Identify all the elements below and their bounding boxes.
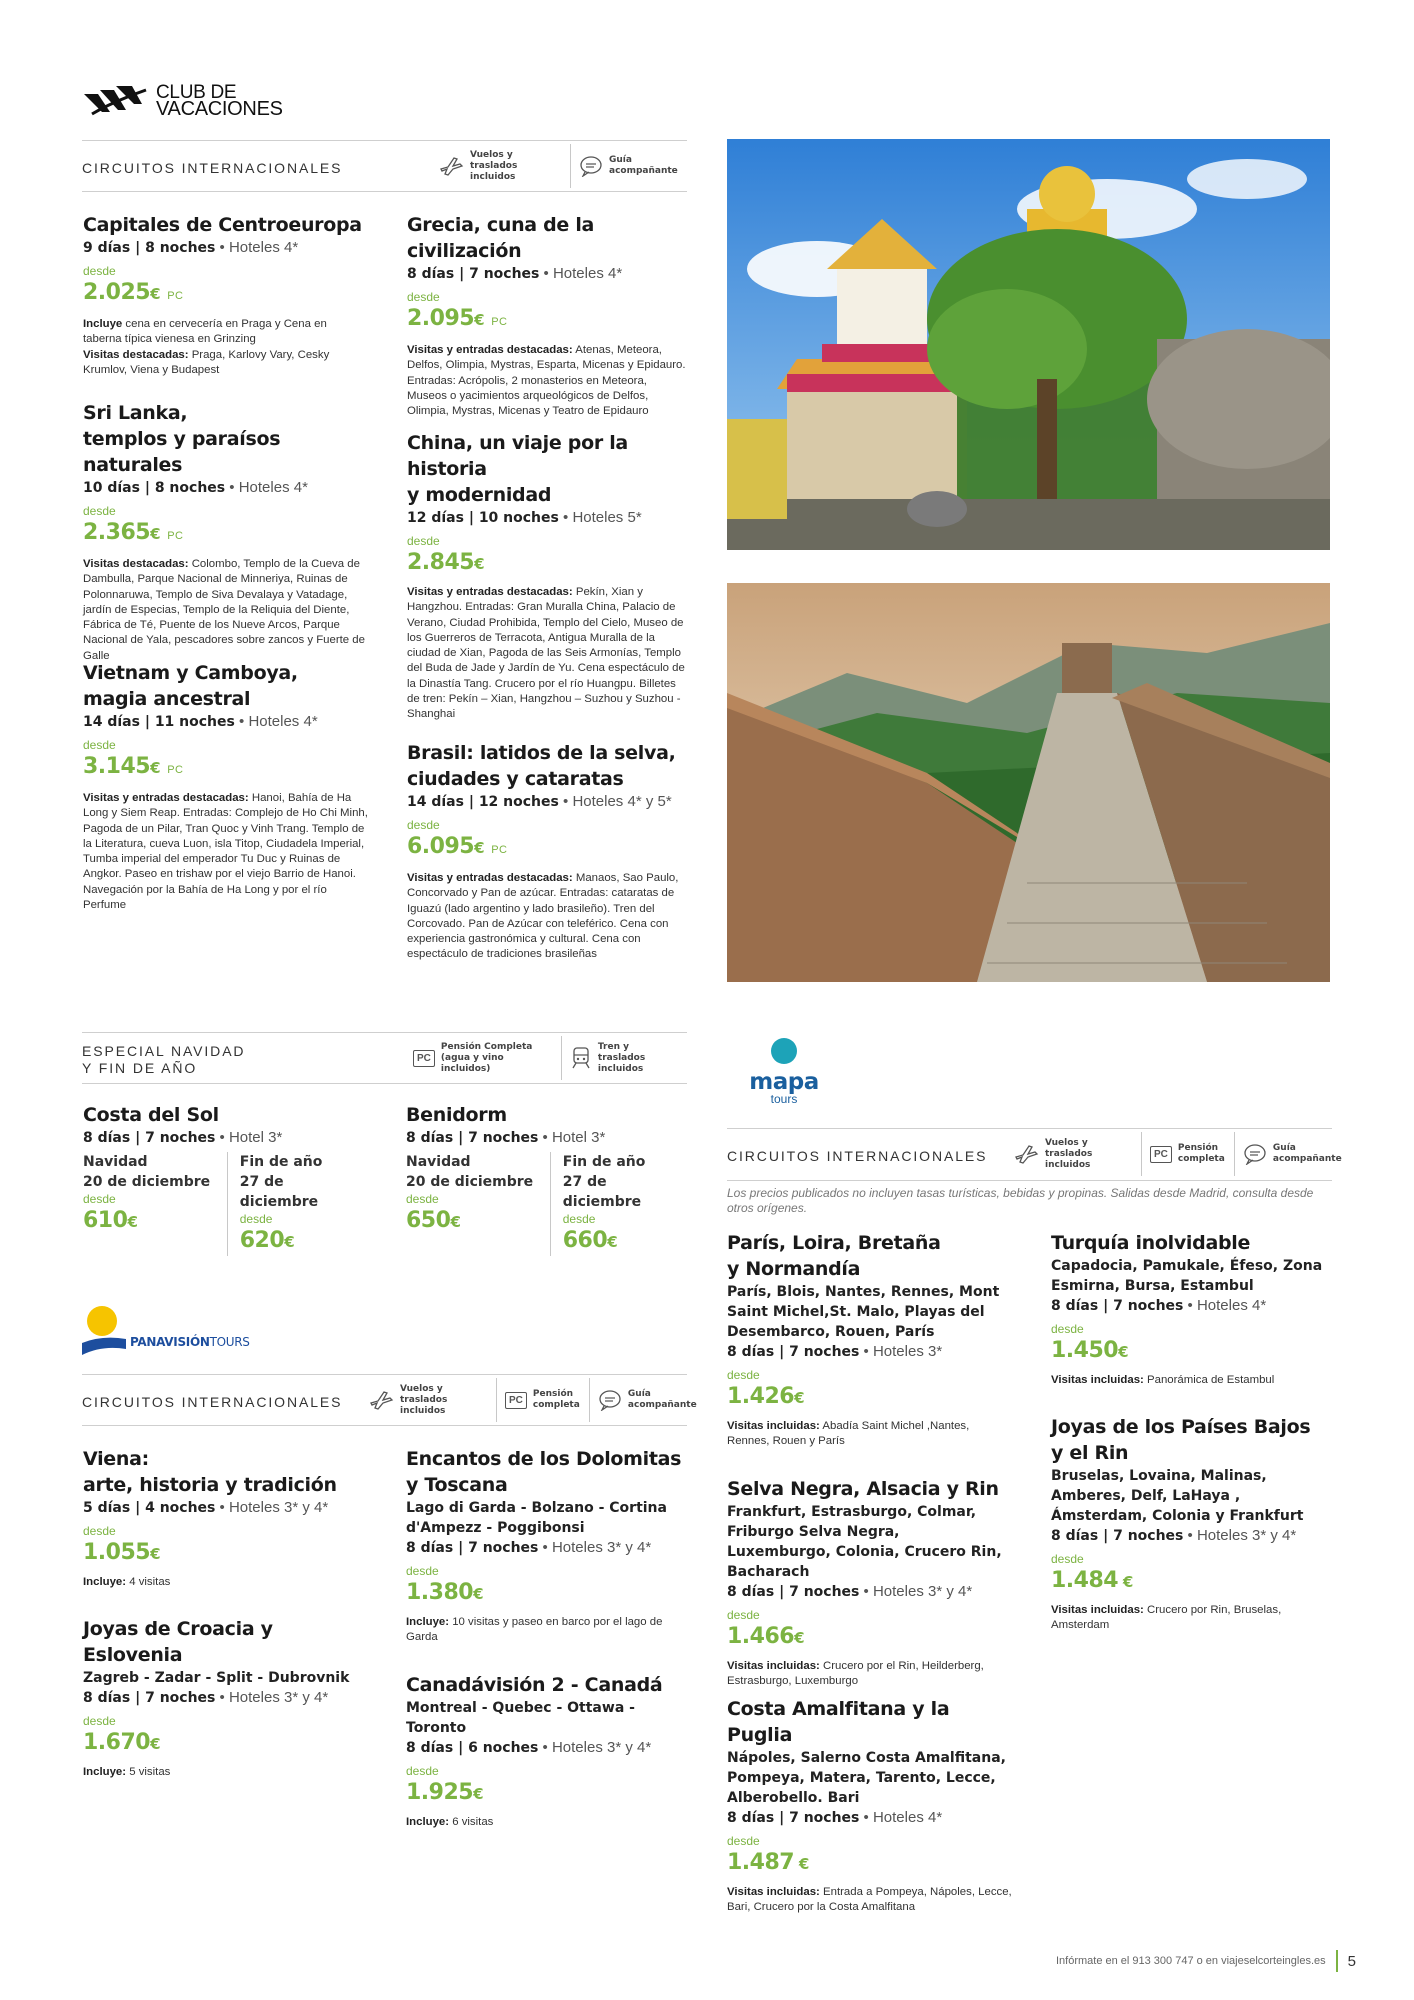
trip-price: 1.925€	[406, 1780, 484, 1805]
trip-price: 1.450€	[1051, 1338, 1129, 1363]
airplane-icon	[438, 155, 464, 177]
flights-badge: Vuelos y traslados incluidos	[360, 1378, 496, 1422]
club-logo-icon	[82, 84, 148, 118]
trip-card	[727, 1230, 1007, 1450]
trip-description: Visitas y entradas destacadas: Manaos, Sao Paulo, Concorvado y Pan de azúcar. Entradas: cataratas de Iguazú (lado argentino y lado brasileño). Tren del Corcovado. Pan de Azúcar con teleférico. Cena con experiencia gastronómica y cultural. Cena con espectáculo de tradiciones brasileñas	[407, 872, 679, 961]
speech-bubble-icon	[1243, 1143, 1267, 1165]
footer	[1056, 1950, 1356, 1972]
fin-de-ano-col: Fin de año 27 de diciembre desde 660€	[550, 1152, 696, 1256]
trip-price: 1.466€	[727, 1624, 805, 1649]
speech-bubble-icon	[579, 155, 603, 177]
page-number: 5	[1347, 1952, 1356, 1970]
desde-label: desde	[727, 1608, 760, 1622]
desde-label: desde	[83, 1524, 116, 1538]
desde-label: desde	[407, 534, 440, 548]
trip-title: China, un viaje por la historia	[407, 432, 628, 480]
trip-price: 2.095€ PC	[407, 306, 508, 331]
trip-price: 650€	[406, 1208, 461, 1233]
footer-separator	[1336, 1950, 1338, 1972]
trip-route: Nápoles, Salerno Costa Amalfitana, Pompeya, Matera, Tarento, Lecce, Alberobello. Bari	[727, 1750, 1006, 1806]
trip-duration: 12 días | 10 noches • Hoteles 5*	[407, 509, 642, 526]
airplane-icon	[1013, 1143, 1039, 1165]
trip-card	[83, 400, 368, 664]
divider	[82, 191, 687, 192]
trip-title: Joyas de los Países Bajos	[1051, 1416, 1311, 1438]
mapa-logo-icon	[769, 1036, 799, 1066]
trip-price: 2.365€ PC	[83, 520, 184, 545]
trip-route: París, Blois, Nantes, Rennes, Mont Saint Michel,St. Malo, Playas del Desembarco, Rouen, París	[727, 1284, 1000, 1340]
trip-title: París, Loira, Bretaña	[727, 1232, 941, 1254]
trip-title-line2: y Toscana	[406, 1474, 508, 1496]
desde-label: desde	[83, 264, 116, 278]
trip-description: Visitas incluidas: Abadía Saint Michel ,Nantes, Rennes, Rouen y París	[727, 1420, 970, 1448]
desde-label: desde	[407, 290, 440, 304]
trip-title-line2: y el Rin	[1051, 1442, 1129, 1464]
pc-icon: PC	[1150, 1146, 1172, 1163]
trip-description: Visitas incluidas: Crucero por Rin, Bruselas, Amsterdam	[1051, 1604, 1282, 1632]
trip-route: Lago di Garda - Bolzano - Cortina d'Ampezz - Poggibonsi	[406, 1500, 667, 1536]
desde-label: desde	[727, 1368, 760, 1382]
trip-description: Visitas y entradas destacadas: Hanoi, Bahía de Ha Long y Siem Reap. Entradas: Complejo de Ho Chi Minh, Pagoda de un Pilar, Tran Quoc y Vinh Trang. Templo de la Literatura, cueva Luon, isla Titop, Ciudadela Imperial, Tumba imperial del emperador Tu Duc y Ruinas de Angkor. Paseo en trishaw por el viejo Barrio de Hanoi. Navegación por la Bahía de Ha Long y por el río Perfume	[83, 792, 368, 912]
flights-badge: Vuelos y traslados incluidos	[430, 144, 570, 188]
full-board-badge: PC Pensión completa	[496, 1378, 589, 1422]
trip-description: Incluye: 10 visitas y paseo en barco por el lago de Garda	[406, 1616, 663, 1644]
trip-duration: 8 días | 7 noches • Hotel 3*	[83, 1129, 283, 1146]
trip-title: Canadávisión 2 - Canadá	[406, 1674, 663, 1696]
trip-card	[407, 212, 687, 419]
desde-label: desde	[83, 504, 116, 518]
trip-card	[727, 1476, 1007, 1690]
trip-title-line2: magia ancestral	[83, 688, 251, 710]
trip-price: 3.145€ PC	[83, 754, 184, 779]
pc-icon: PC	[505, 1392, 527, 1409]
badge-group	[430, 144, 687, 188]
trip-price: 610€	[83, 1208, 138, 1233]
trip-title-line2: arte, historia y tradición	[83, 1474, 337, 1496]
trip-duration: 14 días | 11 noches • Hoteles 4*	[83, 713, 318, 730]
trip-duration: 5 días | 4 noches • Hoteles 3* y 4*	[83, 1499, 329, 1516]
desde-label: desde	[407, 818, 440, 832]
section-title: CIRCUITOS INTERNACIONALES	[82, 160, 343, 176]
brand-line1: CLUB DE	[156, 82, 237, 103]
desde-label: desde	[406, 1764, 439, 1778]
trip-duration: 10 días | 8 noches • Hoteles 4*	[83, 479, 308, 496]
trip-duration: 8 días | 6 noches • Hoteles 3* y 4*	[406, 1739, 652, 1756]
trip-price: 1.380€	[406, 1580, 484, 1605]
trip-card	[407, 430, 687, 723]
trip-card	[407, 740, 687, 963]
trip-price: 1.487 €	[727, 1850, 809, 1875]
desde-label: desde	[406, 1564, 439, 1578]
navidad-col: Navidad 20 de diciembre desde 650€	[406, 1152, 550, 1256]
trip-card	[83, 660, 368, 913]
trip-duration: 8 días | 7 noches • Hoteles 3* y 4*	[1051, 1527, 1297, 1544]
trip-route: Frankfurt, Estrasburgo, Colmar, Friburgo Selva Negra, Luxemburgo, Colonia, Crucero Rin, Bacharach	[727, 1504, 1002, 1580]
speech-bubble-icon	[598, 1389, 622, 1411]
trip-title: Costa del Sol	[83, 1104, 219, 1126]
divider	[82, 1374, 687, 1375]
trip-title: Capitales de Centroeuropa	[83, 214, 362, 236]
trip-description: Visitas y entradas destacadas: Atenas, Meteora, Delfos, Olimpia, Mystras, Esparta, Micenas y Epidauro. Entradas: Acrópolis, 2 monasterios en Meteora, Museos o yacimientos arqueológicos de Delfos, Olimpia, Mystras, Micenas y Teatro de Epidauro	[407, 344, 686, 418]
club-de-vacaciones-logo	[82, 84, 283, 118]
trip-title: Joyas de Croacia y Eslovenia	[83, 1618, 273, 1666]
panavision-logo: PANAVISIÓNTOURS	[82, 1305, 250, 1357]
trip-price: 6.095€ PC	[407, 834, 508, 859]
divider	[82, 1425, 687, 1426]
divider	[82, 1083, 687, 1084]
trip-title: Turquía inolvidable	[1051, 1232, 1251, 1254]
xmas-card	[406, 1102, 696, 1256]
trip-card	[1051, 1414, 1331, 1634]
brand-line2: VACACIONES	[156, 98, 283, 120]
trip-duration: 14 días | 12 noches • Hoteles 4* y 5*	[407, 793, 672, 810]
trip-price: 1.426€	[727, 1384, 805, 1409]
section-title: CIRCUITOS INTERNACIONALES	[82, 1394, 343, 1410]
trip-title: Viena:	[83, 1448, 149, 1470]
xmas-card	[83, 1102, 373, 1256]
disclaimer-note: Los precios publicados no incluyen tasas turísticas, bebidas y propinas. Salidas desde Madrid, consulta desde otros orígenes.	[727, 1186, 1314, 1215]
trip-description: Incluye cena en cervecería en Praga y Cena en taberna típica vienesa en Grinzing Visitas destacadas: Praga, Karlovy Vary, Cesky Krumlov, Viena y Budapest	[83, 318, 330, 376]
desde-label: desde	[1051, 1552, 1084, 1566]
full-board-badge: PC Pensión Completa (agua y vino incluidos)	[405, 1036, 561, 1080]
badge-group	[405, 1036, 686, 1080]
trip-route: Montreal - Quebec - Ottawa - Toronto	[406, 1700, 635, 1736]
trip-card	[406, 1672, 691, 1830]
trip-title: Sri Lanka,	[83, 402, 188, 424]
navidad-col: Navidad 20 de diciembre desde 610€	[83, 1152, 227, 1256]
badge-group	[360, 1378, 704, 1422]
fin-de-ano-col: Fin de año 27 de diciembre desde 620€	[227, 1152, 373, 1256]
trip-card	[1051, 1230, 1331, 1388]
trip-description: Visitas y entradas destacadas: Pekín, Xian y Hangzhou. Entradas: Gran Muralla China, Palacio de Verano, Ciudad Prohibida, Templo del Cielo, Museo de los Guerreros de Terracota, Antigua Muralla de la ciudad de Xian, Pagoda de las Seis Armonías, Templo del Buda de Jade y Jardín de Yu. Cena espectáculo de la Dinastía Tang. Crucero por el río Huangpu. Billetes de tren: Pekín – Xian, Hangzhou – Suzhou y Suzhou - Shanghai	[407, 586, 685, 721]
trip-duration: 8 días | 7 noches • Hotel 3*	[406, 1129, 606, 1146]
divider	[727, 1128, 1332, 1129]
trip-description: Visitas incluidas: Panorámica de Estambul	[1051, 1374, 1275, 1386]
train-icon	[570, 1046, 592, 1070]
trip-title-line2: y modernidad	[407, 484, 552, 506]
xmas-section-title: ESPECIAL NAVIDAD Y FIN DE AÑO	[82, 1043, 246, 1076]
trip-title: Costa Amalfitana y la Puglia	[727, 1698, 950, 1746]
trip-title-line2: templos y paraísos naturales	[83, 428, 281, 476]
trip-route: Zagreb - Zadar - Split - Dubrovnik	[83, 1670, 350, 1686]
guide-badge: Guía acompañante	[589, 1378, 704, 1422]
trip-title: Vietnam y Camboya,	[83, 662, 298, 684]
trip-card	[83, 212, 368, 378]
trip-card	[727, 1696, 1012, 1916]
trip-title: Brasil: latidos de la selva,	[407, 742, 676, 764]
desde-label: desde	[727, 1834, 760, 1848]
trip-duration: 8 días | 7 noches • Hoteles 3* y 4*	[727, 1583, 973, 1600]
guide-badge: Guía acompañante	[1234, 1132, 1349, 1176]
trip-price: 1.670€	[83, 1730, 161, 1755]
mapa-tours-logo: mapa tours	[745, 1036, 823, 1106]
trip-route: Bruselas, Lovaina, Malinas, Amberes, Delf, LaHaya , Ámsterdam, Colonia y Frankfurt	[1051, 1468, 1304, 1524]
flights-badge: Vuelos y traslados incluidos	[1005, 1132, 1141, 1176]
trip-title: Encantos de los Dolomitas	[406, 1448, 682, 1470]
badge-group	[1005, 1132, 1349, 1176]
trip-duration: 8 días | 7 noches • Hoteles 4*	[407, 265, 623, 282]
section-title: CIRCUITOS INTERNACIONALES	[727, 1148, 988, 1164]
trip-duration: 8 días | 7 noches • Hoteles 3* y 4*	[83, 1689, 329, 1706]
trip-duration: 8 días | 7 noches • Hoteles 3* y 4*	[406, 1539, 652, 1556]
airplane-icon	[368, 1389, 394, 1411]
guide-badge: Guía acompañante	[570, 144, 687, 188]
trip-price: 1.484 €	[1051, 1568, 1133, 1593]
temple-photo	[727, 139, 1330, 550]
trip-title: Selva Negra, Alsacia y Rin	[727, 1478, 999, 1500]
trip-description: Visitas incluidas: Entrada a Pompeya, Nápoles, Lecce, Bari, Crucero por la Costa Amalfitana	[727, 1886, 1012, 1914]
desde-label: desde	[1051, 1322, 1084, 1336]
trip-route: Capadocia, Pamukale, Éfeso, Zona Esmirna, Bursa, Estambul	[1051, 1258, 1323, 1294]
trip-price: 620€	[239, 1228, 295, 1253]
desde-label: desde	[83, 1714, 116, 1728]
trip-title: Grecia, cuna de la civilización	[407, 214, 595, 262]
trip-description: Incluye: 5 visitas	[83, 1766, 171, 1778]
trip-price: 2.845€	[407, 550, 485, 575]
divider	[82, 1032, 687, 1033]
trip-duration: 8 días | 7 noches • Hoteles 3*	[727, 1343, 943, 1360]
train-badge: Tren y traslados incluidos	[561, 1036, 686, 1080]
trip-description: Visitas incluidas: Crucero por el Rin, Heilderberg, Estrasburgo, Luxemburgo	[727, 1660, 984, 1688]
trip-price: 2.025€ PC	[83, 280, 184, 305]
trip-duration: 8 días | 7 noches • Hoteles 4*	[727, 1809, 943, 1826]
trip-duration: 8 días | 7 noches • Hoteles 4*	[1051, 1297, 1267, 1314]
trip-duration: 9 días | 8 noches • Hoteles 4*	[83, 239, 299, 256]
footer-info-link[interactable]: Infórmate en el 913 300 747 o en viajeselcorteingles.es	[1055, 1955, 1326, 1967]
trip-card	[406, 1446, 691, 1646]
trip-title: Benidorm	[406, 1104, 507, 1126]
trip-title-line2: ciudades y cataratas	[407, 768, 624, 790]
trip-price: 1.055€	[83, 1540, 161, 1565]
divider	[82, 140, 687, 141]
full-board-badge: PC Pensión completa	[1141, 1132, 1234, 1176]
sun-logo-icon	[82, 1305, 126, 1357]
great-wall-photo	[727, 583, 1330, 982]
trip-description: Incluye: 6 visitas	[406, 1816, 494, 1828]
desde-label: desde	[83, 738, 116, 752]
trip-title-line2: y Normandía	[727, 1258, 861, 1280]
trip-price: 660€	[562, 1228, 618, 1253]
pc-icon: PC	[413, 1050, 435, 1067]
trip-card	[83, 1446, 368, 1590]
trip-description: Visitas destacadas: Colombo, Templo de la Cueva de Dambulla, Parque Nacional de Minneriya, Ruinas de Polonnaruwa, Templo de Siva Devalaya y Vatadage, jardín de Especias, Templo de la Reliquia del Diente, Fábrica de Té, Puente de los Nueve Arcos, Parque Nacional de Yala, pescadores sobre zancos y Fuerte de Galle	[83, 558, 365, 662]
trip-card	[83, 1616, 368, 1780]
divider	[727, 1180, 1332, 1181]
trip-description: Incluye: 4 visitas	[83, 1576, 171, 1588]
